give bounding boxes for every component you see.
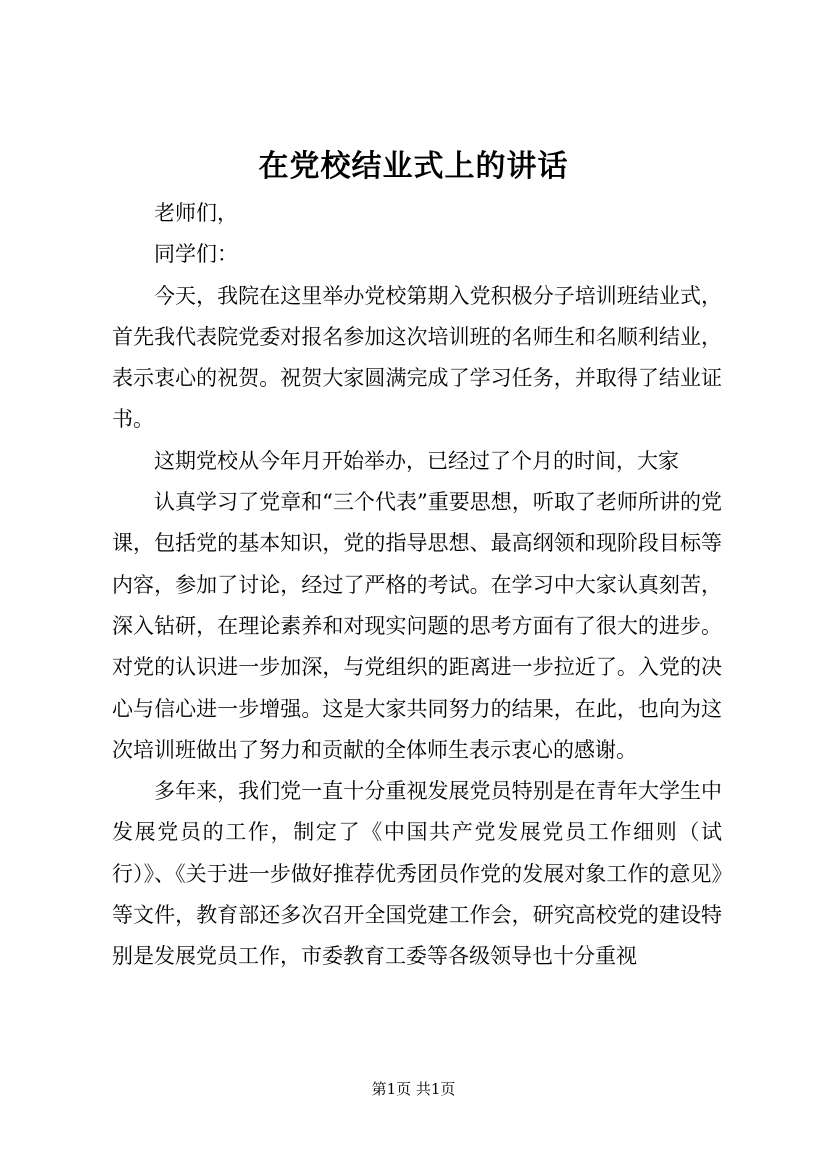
paragraph-opening: 今天，我院在这里举办党校第期入党积极分子培训班结业式，首先我代表院党委对报名参加这次培训班的名师生和名顺利结业，表示衷心的祝贺。祝贺大家圆满完成了学习任务，并取得了结业证书。 bbox=[112, 283, 722, 432]
document-body bbox=[112, 193, 722, 978]
greeting-teachers: 老师们， bbox=[154, 201, 238, 225]
paragraph-course-summary: 认真学习了党章和“三个代表”重要思想，听取了老师所讲的党课，包括党的基本知识，党的指导思想、最高纲领和现阶段目标等内容，参加了讨论，经过了严格的考试。在学习中大家认真刻苦，深入钻研，在理论素养和对现实问题的思考方面有了很大的进步。对党的认识进一步加深，与党组织的距离进一步拉近了。入党的决心与信心进一步增强。这是大家共同努力的结果，在此，也向为这次培训班做出了努力和贡献的全体师生表示衷心的感谢。 bbox=[112, 490, 722, 762]
paragraph-course-intro: 这期党校从今年月开始举办，已经过了个月的时间，大家 bbox=[154, 448, 679, 473]
document-title: 在党校结业式上的讲话 bbox=[258, 149, 569, 184]
paragraph-party-development: 多年来，我们党一直十分重视发展党员特别是在青年大学生中发展党员的工作，制定了《中国共产党发展党员工作细则（试行）》、《关于进一步做好推荐优秀团员作党的发展对象工作的意见》等文件，教育部还多次召开全国党建工作会，研究高校党的建设特别是发展党员工作，市委教育工委等各级领导也十分重视 bbox=[112, 779, 722, 969]
greeting-students: 同学们： bbox=[154, 242, 238, 267]
page-number-footer: 第1页 共1页 bbox=[371, 1080, 456, 1098]
